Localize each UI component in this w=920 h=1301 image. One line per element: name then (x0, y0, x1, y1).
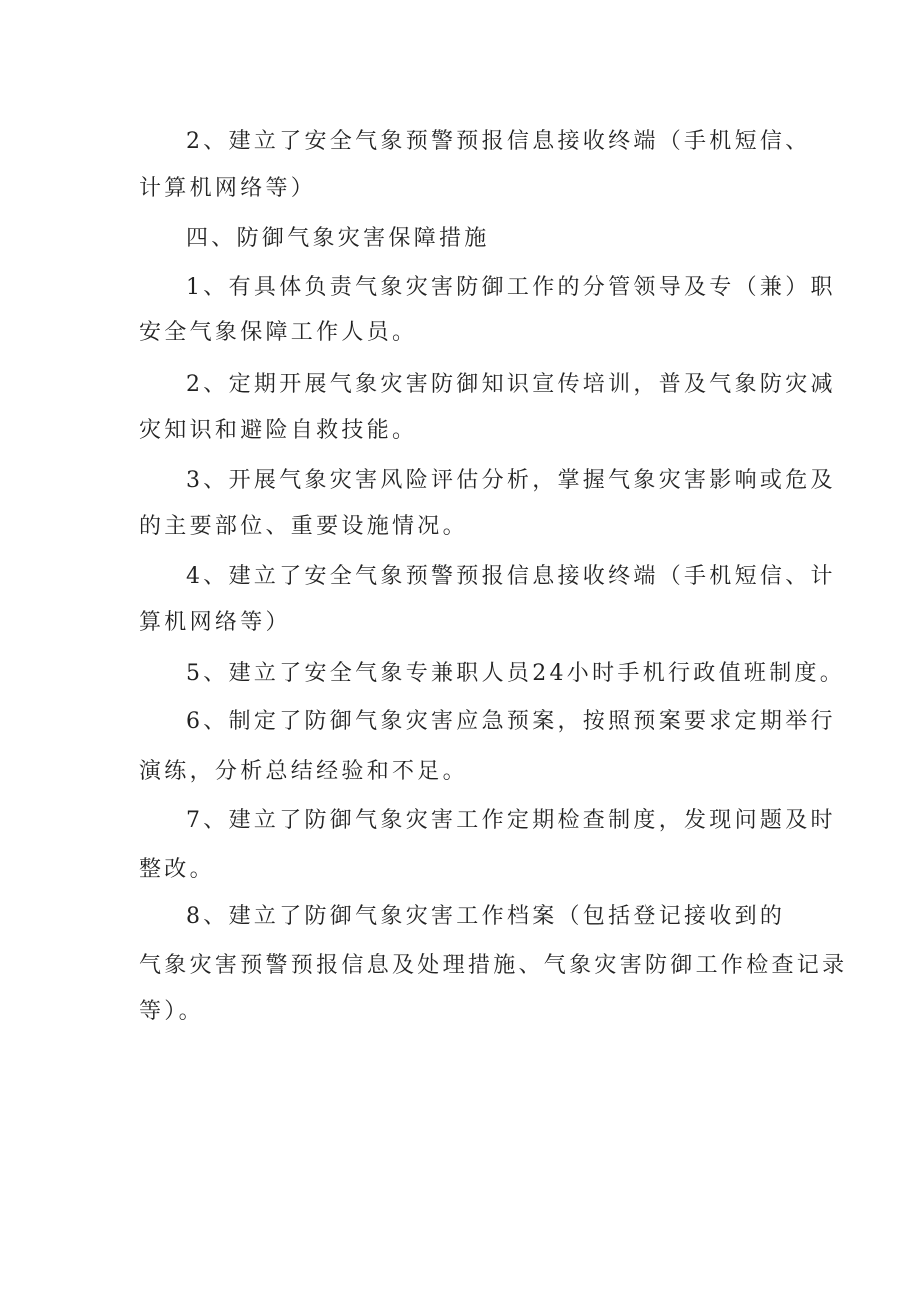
section-item-2-line-1: 2、定期开展气象灾害防御知识宣传培训，普及气象防灾减 (186, 372, 836, 397)
section-item-1-line-1: 1、有具体负责气象灾害防御工作的分管领导及专（兼）职 (186, 275, 836, 300)
section-item-6-line-2: 演练，分析总结经验和不足。 (139, 759, 468, 784)
section-item-8-line-3: 等）。 (139, 999, 204, 1024)
section-item-3-line-2: 的主要部位、重要设施情况。 (139, 514, 468, 539)
section-item-7-line-2: 整改。 (139, 857, 215, 882)
section-heading: 四、防御气象灾害保障措施 (186, 226, 490, 251)
section-item-8-line-1: 8、建立了防御气象灾害工作档案（包括登记接收到的 (186, 904, 786, 929)
section-item-3-line-1: 3、开展气象灾害风险评估分析，掌握气象灾害影响或危及 (186, 468, 836, 493)
section-item-4-line-1: 4、建立了安全气象预警预报信息接收终端（手机短信、计 (186, 564, 836, 589)
section-item-5-line-1: 5、建立了安全气象专兼职人员24小时手机行政值班制度。 (186, 661, 846, 686)
section-item-1-line-2: 安全气象保障工作人员。 (139, 320, 418, 345)
paragraph-item-2-line-1: 2、建立了安全气象预警预报信息接收终端（手机短信、 (186, 129, 811, 154)
section-item-4-line-2: 算机网络等） (139, 610, 291, 635)
paragraph-item-2-line-2: 计算机网络等） (139, 176, 317, 201)
section-item-2-line-2: 灾知识和避险自救技能。 (139, 418, 418, 443)
section-item-7-line-1: 7、建立了防御气象灾害工作定期检查制度，发现问题及时 (186, 808, 836, 833)
section-item-8-line-2: 气象灾害预警预报信息及处理措施、气象灾害防御工作检查记录 (139, 953, 848, 978)
section-item-6-line-1: 6、制定了防御气象灾害应急预案，按照预案要求定期举行 (186, 709, 836, 734)
